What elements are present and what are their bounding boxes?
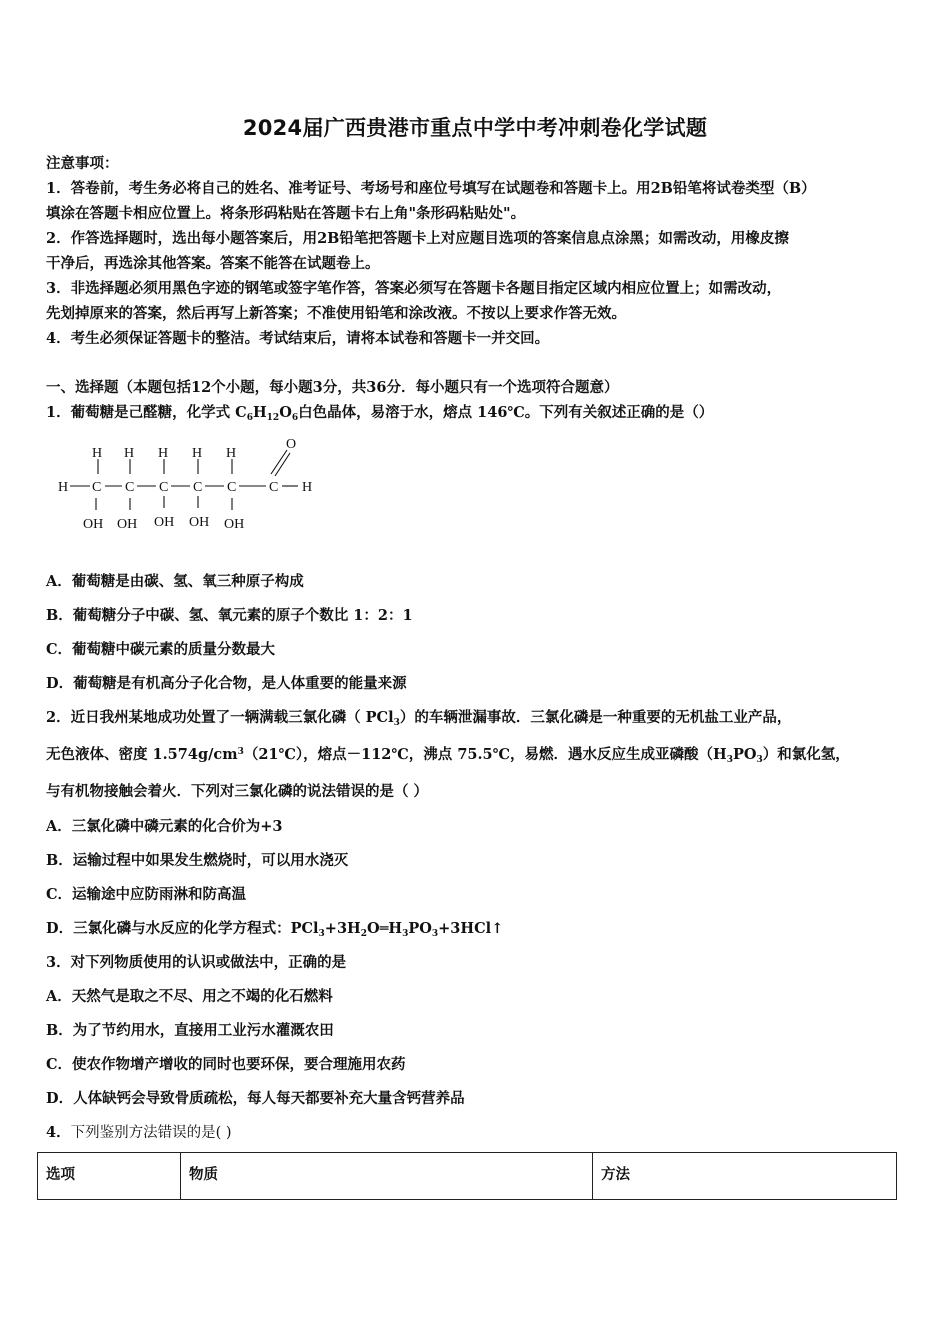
option-b: B．运输过程中如果发生燃烧时，可以用水浇灭: [46, 852, 349, 869]
atom-label: H: [58, 480, 69, 495]
glucose-structure-diagram: [50, 434, 340, 540]
table-header-row: [38, 1153, 897, 1200]
question-1-stem: 1．葡萄糖是己醛糖，化学式 $C_6H_{12}O_6$白色晶体，易溶于水，熔点 146℃。下列有关叙述正确的是（）: [46, 404, 714, 423]
page-title: 2024届广西贵港市重点中学中考冲刺卷化学试题: [242, 116, 708, 140]
notice-line: 3．非选择题必须用黑色字迹的钢笔或签字笔作答，答案必须写在答题卡各题目指定区域内相应位置上；如需改动，: [46, 280, 782, 297]
table-header-cell: 方法: [593, 1153, 897, 1200]
option-a: A．天然气是取之不尽、用之不竭的化石燃料: [46, 988, 333, 1005]
question-3-stem: 3．对下列物质使用的认识或做法中，正确的是: [46, 954, 347, 971]
question-2-stem: 无色液体、密度 $1.574g/cm^3(21℃)$，熔点－112℃，沸点 75.5℃，易燃．遇水反应生成亚磷酸$(H_3PO_3)$和氯化氢，: [46, 746, 850, 765]
notice-line: 2．作答选择题时，选出每小题答案后，用2B铅笔把答题卡上对应题目选项的答案信息点涂黑；如需改动，用橡皮擦: [46, 230, 789, 247]
atom-label: OH: [117, 517, 138, 532]
atom-label: OH: [83, 517, 104, 532]
atom-label: C: [193, 480, 203, 495]
atom-label: H: [92, 446, 103, 461]
atom-label: C: [92, 480, 102, 495]
atom-label: H: [226, 446, 237, 461]
atom-label: O: [286, 437, 297, 452]
option-d: D．葡萄糖是有机高分子化合物，是人体重要的能量来源: [46, 675, 407, 692]
option-d: D．人体缺钙会导致骨质疏松，每人每天都要补充大量含钙营养品: [46, 1090, 465, 1107]
atom-label: C: [125, 480, 135, 495]
atom-label: H: [124, 446, 135, 461]
notice-line: 4．考生必须保证答题卡的整洁。考试结束后，请将本试卷和答题卡一并交回。: [46, 330, 550, 347]
option-c: C．葡萄糖中碳元素的质量分数最大: [46, 641, 276, 658]
question-2-stem: 与有机物接触会着火．下列对三氯化磷的说法错误的是（ ）: [46, 783, 429, 800]
atom-label: OH: [189, 515, 210, 530]
atom-label: H: [158, 446, 169, 461]
question-2-stem: 2．近日我州某地成功处置了一辆满载三氯化磷（ PCl$_3$）的车辆泄漏事故．三氯化磷是一种重要的无机盐工业产品，: [46, 709, 792, 728]
table-header-cell: 选项: [38, 1153, 181, 1200]
option-d: D．三氯化磷与水反应的化学方程式：$PCl_3+3H_2O═H_3PO_3+3HCl↑$: [46, 920, 504, 939]
option-c: C．使农作物增产增收的同时也要环保，要合理施用农药: [46, 1056, 406, 1073]
atom-label: C: [227, 480, 237, 495]
option-c: C．运输途中应防雨淋和防高温: [46, 886, 247, 903]
option-b: B．葡萄糖分子中碳、氢、氧元素的原子个数比 1：2：1: [46, 607, 413, 624]
notice-line: 先划掉原来的答案，然后再写上新答案；不准使用铅笔和涂改液。不按以上要求作答无效。: [46, 305, 626, 322]
option-a: A．三氯化磷中磷元素的化合价为+3: [46, 818, 283, 835]
question-4-stem: 4．下列鉴别方法错误的是( ): [46, 1124, 232, 1141]
section-heading: 一、选择题（本题包括12个小题，每小题3分，共36分．每小题只有一个选项符合题意）: [46, 379, 619, 396]
atom-label: OH: [154, 515, 175, 530]
notice-line: 干净后，再选涂其他答案。答案不能答在试题卷上。: [46, 255, 380, 272]
atom-label: H: [192, 446, 203, 461]
option-a: A．葡萄糖是由碳、氢、氧三种原子构成: [46, 573, 304, 590]
answer-table: [37, 1152, 897, 1200]
atom-label: C: [269, 480, 279, 495]
atom-label: C: [159, 480, 169, 495]
notice-line: 填涂在答题卡相应位置上。将条形码粘贴在答题卡右上角"条形码粘贴处"。: [46, 205, 526, 222]
table-header-cell: 物质: [181, 1153, 593, 1200]
notice-heading: 注意事项：: [46, 155, 119, 172]
atom-label: H: [302, 480, 313, 495]
atom-label: OH: [224, 517, 245, 532]
option-b: B．为了节约用水，直接用工业污水灌溉农田: [46, 1022, 334, 1039]
notice-line: 1．答卷前，考生务必将自己的姓名、准考证号、考场号和座位号填写在试题卷和答题卡上。用2B铅笔将试卷类型（B）: [46, 180, 816, 197]
